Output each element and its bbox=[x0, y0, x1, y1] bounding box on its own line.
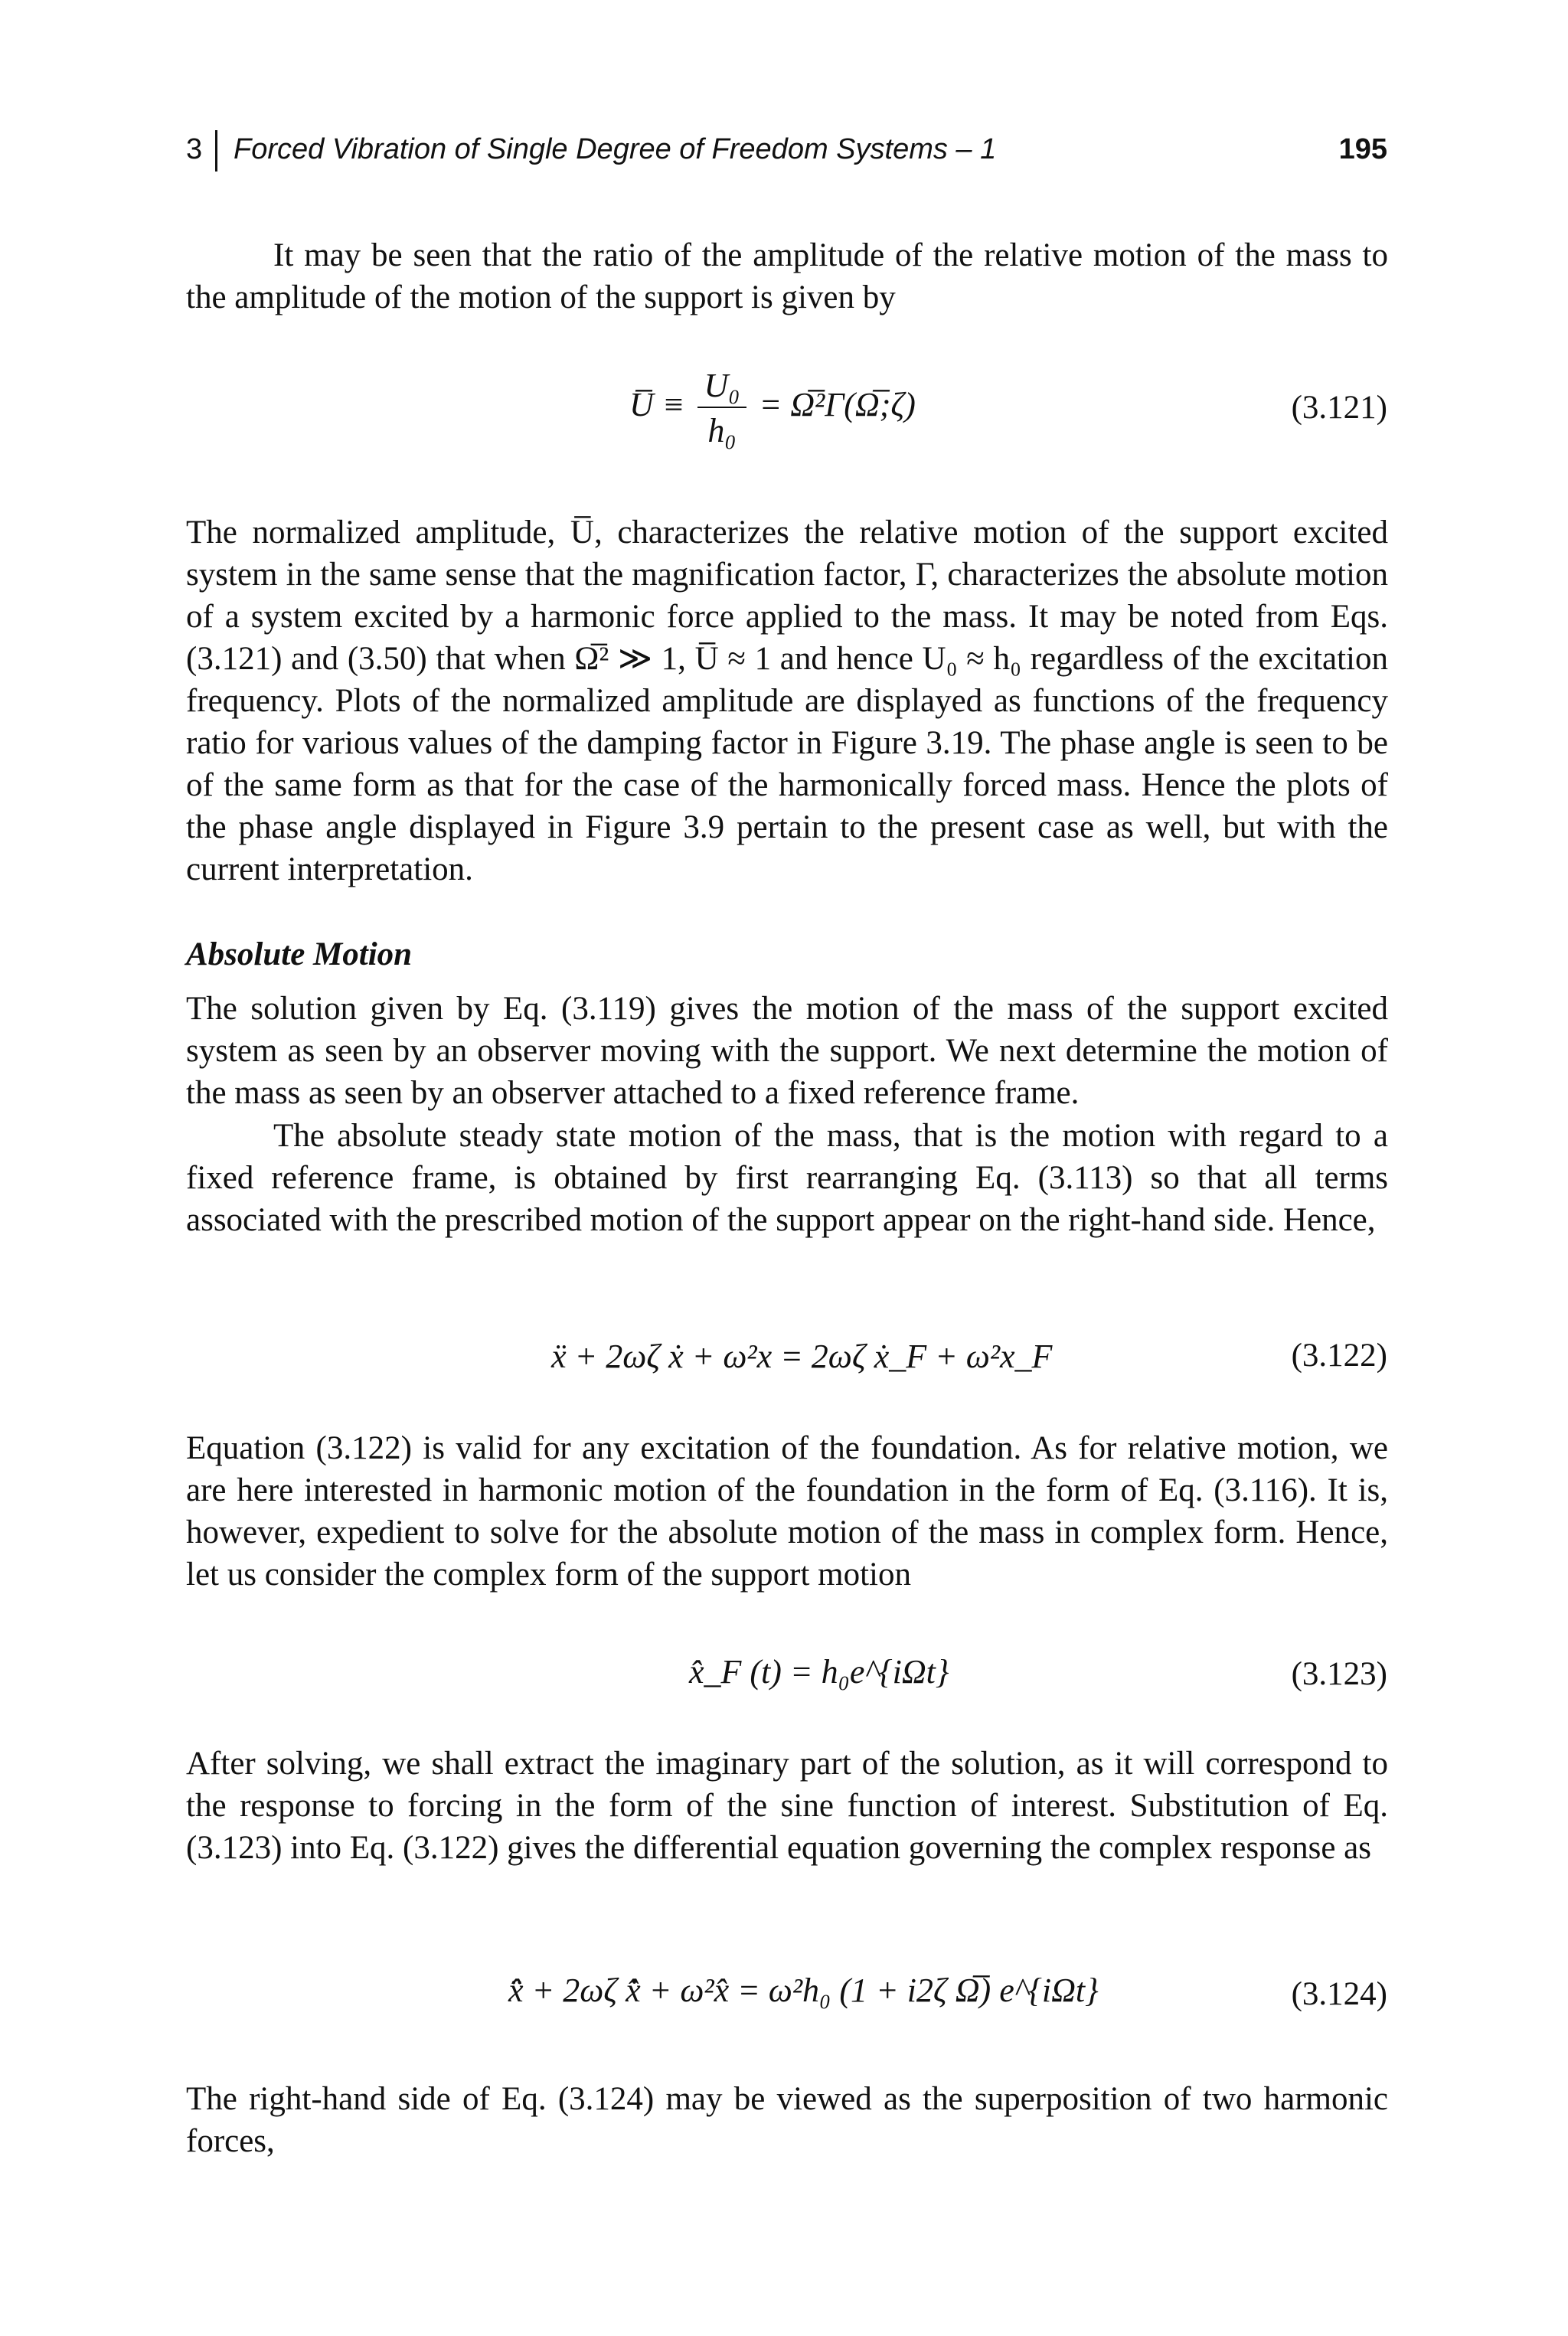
paragraph-4: The absolute steady state motion of the mass, that is the motion with regard to a fixed reference frame, is obtained by first rearranging Eq. (3.113) so that all terms associated with the prescribed motion of the support appear on the right-hand side. Hence, bbox=[186, 1118, 1388, 1238]
equation-number-3-121: (3.121) bbox=[1291, 390, 1387, 426]
chapter-title: Forced Vibration of Single Degree of Freedom Systems – 1 bbox=[234, 133, 997, 165]
page-number: 195 bbox=[1338, 133, 1387, 165]
paragraph-7: The right-hand side of Eq. (3.124) may be viewed as the superposition of two harmonic forces, bbox=[186, 2081, 1388, 2159]
equation-3-121-fraction bbox=[697, 366, 746, 450]
equation-3-121-denominator: h₀ bbox=[707, 412, 737, 449]
equation-3-123: x̂_F (t) = h₀e^{iΩt} bbox=[689, 1653, 949, 1691]
header-divider bbox=[215, 130, 217, 172]
equation-3-121-numerator: U₀ bbox=[697, 366, 746, 408]
equation-3-124: x̂̈ + 2ωζ x̂̇ + ω²x̂ = ω²h₀ (1 + i2ζ Ω̅) e^{iΩt} bbox=[508, 1972, 1099, 2009]
equation-number-3-123: (3.123) bbox=[1291, 1656, 1387, 1692]
section-heading: Absolute Motion bbox=[186, 936, 413, 972]
equation-number-3-124: (3.124) bbox=[1291, 1976, 1387, 2012]
paragraph-5: Equation (3.122) is valid for any excitation of the foundation. As for relative motion, we are here interested in harmonic motion of the foundation in the form of Eq. (3.116). It is, however, expedient to solve for the absolute motion of the mass in complex form. Hence, let us consider the complex form of the support motion bbox=[186, 1430, 1388, 1593]
equation-number-3-122: (3.122) bbox=[1291, 1338, 1387, 1374]
equation-3-121-lhs: U̅ ≡ bbox=[629, 386, 685, 424]
equation-3-121 bbox=[629, 366, 916, 450]
paragraph-6: After solving, we shall extract the imaginary part of the solution, as it will correspond to the response to forcing in the form of the sine function of interest. Substitution of Eq. (3.123) into Eq. (3.122) gives the differential equation governing the complex response as bbox=[186, 1746, 1388, 1866]
equation-3-121-rhs: = Ω̅²Γ(Ω̅;ζ) bbox=[759, 386, 916, 424]
equation-3-122: ẍ + 2ωζ ẋ + ω²x = 2ωζ ẋ_F + ω²x_F bbox=[551, 1338, 1053, 1375]
chapter-number: 3 bbox=[186, 133, 203, 165]
paragraph-3: The solution given by Eq. (3.119) gives the motion of the mass of the support excited system as seen by an observer moving with the support. We next determine the motion of the mass as seen by an observer attached to a fixed reference frame. bbox=[186, 991, 1388, 1111]
paragraph-1: It may be seen that the ratio of the amplitude of the relative motion of the mass to the amplitude of the motion of the support is given by bbox=[186, 237, 1388, 315]
paragraph-2: The normalized amplitude, U̅, characterizes the relative motion of the support excited system in the same sense that the magnification factor, Γ, characterizes the absolute motion of a system excited by a harmonic force applied to the mass. It may be noted from Eqs. (3.121) and (3.50) that when Ω̅² ≫ 1, U̅ ≈ 1 and hence U₀ ≈ h₀ regardless of the excitation frequency. Plots of the normalized amplitude are displayed as functions of the frequency ratio for various values of the damping factor in Figure 3.19. The phase angle is seen to be of the same form as that for the case of the harmonically forced mass. Hence the plots of the phase angle displayed in Figure 3.9 pertain to the present case as well, but with the current interpretation. bbox=[186, 515, 1388, 887]
